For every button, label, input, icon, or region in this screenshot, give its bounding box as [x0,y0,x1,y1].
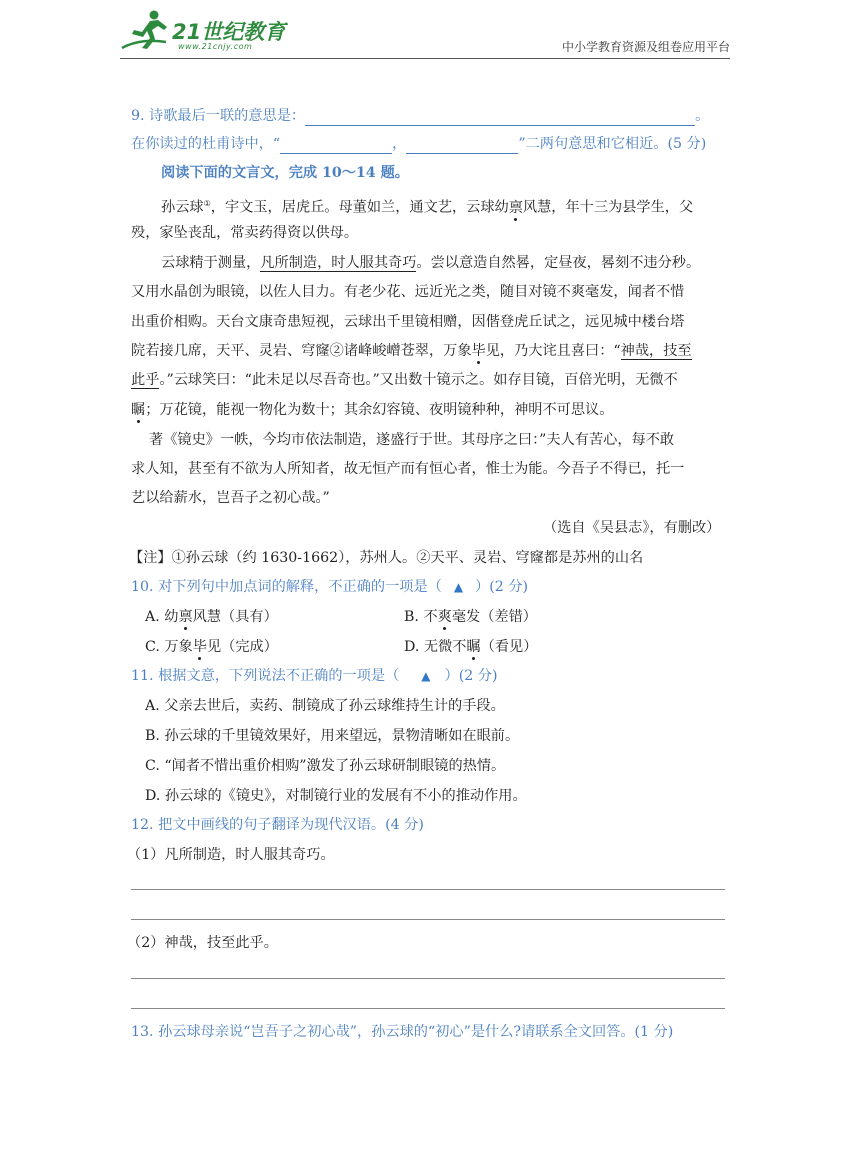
triangle-marker-icon: ▲ [421,669,431,683]
underlined-sentence-2: 神哉，技至 [620,343,692,359]
text: ）(2 分) [444,668,498,684]
text: ）(2 分) [475,579,529,595]
running-figure-icon [120,8,172,52]
passage-line [131,400,613,420]
answer-line[interactable] [131,1008,725,1009]
triangle-marker-icon: ▲ [453,580,464,594]
answer-line[interactable] [131,919,725,920]
dotted-word: 瞩 [466,639,481,655]
text: （看见） [480,639,538,655]
dotted-word: 毕 [192,639,207,655]
logo [120,8,320,52]
dotted-word: 毕 [471,343,486,359]
question-13-stem: 13. 孙云球母亲说“岂吾子之初心哉”，孙云球的“初心”是什么?请联系全文回答。(1 分) [131,1024,674,1040]
text: ，宇文玉，居虎丘。母董如兰，通文艺，云球幼 [210,199,509,216]
passage-source: （选自《吴县志》，有删改） [543,520,721,536]
question-9-stem: 9. 诗歌最后一联的意思是： [131,108,306,124]
header-divider [120,58,730,59]
text: 云球精于测量， [161,255,261,271]
period: 。 [695,108,710,124]
comma: ， [392,136,407,152]
passage-line [131,370,678,390]
text: 孙云球 [161,199,204,216]
option-b[interactable] [404,607,537,627]
text: 。”云球笑曰：“此未足以尽吾奇也。”又出数十镜示之。如存目镜，百倍光明，无微不 [159,372,678,388]
logo-url: www.21cnjy.com [178,42,253,51]
answer-blank[interactable] [406,139,518,154]
text: 毫发（差错） [451,609,537,625]
passage-line: 艺以给薪水，岂吾子之初心哉。” [131,490,330,506]
text: 见（完成） [206,639,278,655]
passage-line: 殁，家坠丧乱，常卖药得资以供母。 [131,225,359,241]
option-c[interactable] [145,637,278,657]
passage-line: 出重价相购。天台文康奇患短视，云球出千里镜相赠，因偕登虎丘试之，远见城中楼台塔 [131,314,685,330]
option-d[interactable] [404,637,537,657]
passage-line: 著《镜史》一帙，今均市依法制造，遂盛行于世。其母序之曰：”夫人有苦心，每不敢 [149,432,675,448]
passage-line: 又用水晶创为眼镜，以佐人目力。有老少花、远近光之类，随目对镜不爽毫发，闻者不惜 [131,284,685,300]
text: 风慧，年十三为县学生，父 [522,199,694,216]
option-a[interactable]: A. 父亲去世后，卖药、制镜成了孙云球维持生计的手段。 [145,698,505,714]
dotted-word: 瞩 [131,402,146,418]
question-12-stem: 12. 把文中画线的句子翻译为现代汉语。(4 分) [131,817,424,833]
passage-line [161,253,700,273]
text: 见，乃大诧且喜曰：“ [485,343,621,359]
dotted-word: 禀 [508,199,523,216]
platform-name: 中小学教育资源及组卷应用平台 [561,40,730,54]
underlined-sentence-1: 凡所制造，时人服其奇巧 [260,255,417,271]
passage-note: 【注】①孙云球（约 1630-1662），苏州人。②天平、灵岩、穹窿都是苏州的山名 [129,550,644,566]
text: 10. 对下列句中加点词的解释，不正确的一项是（ [131,579,442,595]
dotted-word: 爽 [437,609,452,625]
question-9-part-a: 在你读过的杜甫诗中，“ [131,136,281,152]
reading-instruction: 阅读下面的文言文，完成 10～14 题。 [161,165,409,181]
passage-line [161,194,693,218]
logo-text: 21世纪教育 [172,20,286,44]
question-9-part-c: ”二两句意思和它相近。(5 分) [518,136,707,152]
answer-line[interactable] [131,889,725,890]
text: 院若接几席，天平、灵岩、穹窿②诸峰峻嶒苍翠，万象 [131,343,472,359]
question-12-sentence-1: （1）凡所制造，时人服其奇巧。 [127,847,335,863]
option-d[interactable]: D. 孙云球的《镜史》，对制镜行业的发展有不小的推动作用。 [145,788,527,804]
passage-line: 求人知，甚至有不欲为人所知者，故无恒产而有恒心者，惟士为能。今吾子不得已，托一 [131,461,685,477]
option-c[interactable]: C. “闻者不惜出重价相购”激发了孙云球研制眼镜的热情。 [145,758,506,774]
option-a[interactable] [145,607,278,627]
answer-blank[interactable] [305,111,695,126]
underlined-sentence-2-cont: 此乎 [131,372,160,388]
passage-line [131,341,692,361]
option-b[interactable]: B. 孙云球的千里镜效果好，用来望远，景物清晰如在眼前。 [145,728,520,744]
footnote-marker: ① [203,199,211,208]
question-12-sentence-2: （2）神哉，技至此乎。 [127,935,278,951]
answer-line[interactable] [131,978,725,979]
text: D. 无微不 [404,639,467,655]
question-9-line-1 [131,106,709,126]
text: C. 万象 [145,639,193,655]
text: 11. 根据文意，下列说法不正确的一项是（ [131,668,400,684]
text: A. 幼 [145,609,179,625]
page-header [120,8,730,56]
dotted-word: 禀 [178,609,193,625]
text: B. 不 [404,609,438,625]
text: ；万花镜，能视一物化为数十；其余幻容镜、夜明镜种种，神明不可思议。 [145,402,614,418]
text: 风慧（具有） [192,609,278,625]
question-11-stem [131,666,497,686]
answer-blank[interactable] [280,139,392,154]
question-10-stem [131,577,528,597]
text: 。尝以意造自然晷，定昼夜，晷刻不违分秒。 [416,255,701,271]
question-9-line-2 [131,134,706,154]
